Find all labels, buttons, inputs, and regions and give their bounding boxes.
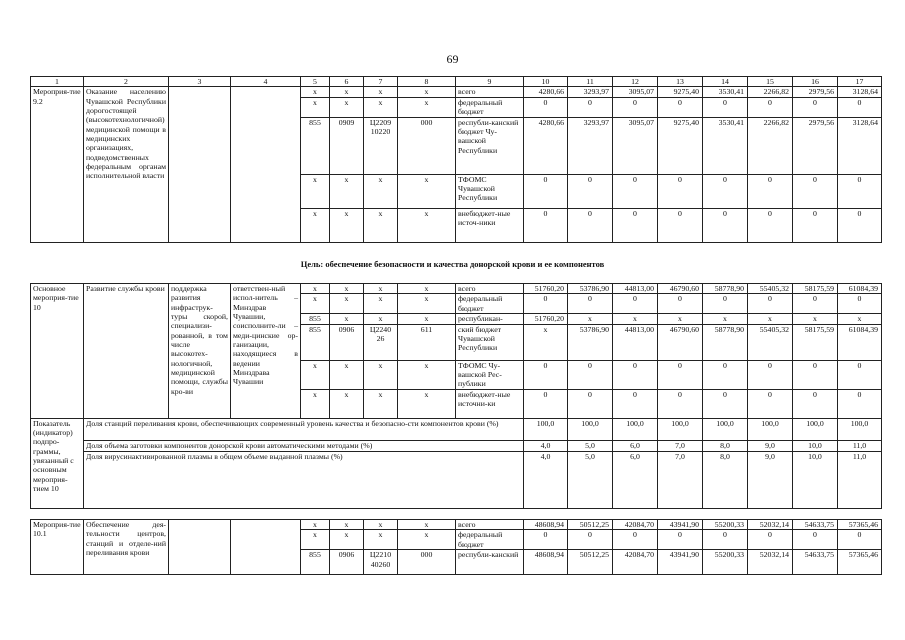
value-cell: 0 (838, 530, 882, 550)
code-expense-type: x (398, 97, 456, 117)
value-cell: 0 (703, 360, 748, 389)
indicator-row (31, 440, 882, 451)
code-target: x (364, 174, 398, 208)
code-expense-type: x (398, 530, 456, 550)
value-cell: 0 (838, 97, 882, 117)
code-target: x (364, 87, 398, 97)
value-cell: 2266,82 (748, 117, 793, 174)
value-cell: 53786,90 (568, 324, 613, 360)
value-cell: 61084,39 (838, 324, 882, 360)
value-cell: 0 (793, 530, 838, 550)
value-cell: 8,0 (703, 440, 748, 451)
header-col-15: 15 (748, 77, 793, 87)
value-cell: 2979,56 (793, 87, 838, 97)
code-expense-type: x (398, 208, 456, 242)
code-target: x (364, 389, 398, 418)
code-grbs: 855 (301, 550, 330, 575)
code-expense-type: 611 (398, 324, 456, 360)
measure-title: Развитие службы крови (84, 284, 169, 419)
header-col-3: 3 (169, 77, 231, 87)
value-cell: x (568, 314, 613, 324)
value-cell: 3530,41 (703, 87, 748, 97)
value-cell: 0 (568, 360, 613, 389)
value-cell: 5,0 (568, 451, 613, 508)
code-expense-type: 000 (398, 117, 456, 174)
measure-title: Оказание населению Чувашской Республики дорогостоящей (высокотехнологичной) медицинской помощи в медицинских организациях, подведомственных федеральным органам исполнительной власти (84, 87, 169, 242)
value-cell: 4,0 (524, 451, 568, 508)
header-col-10: 10 (524, 77, 568, 87)
measure-goal: поддержка развития инфраструк-туры скорой, специализи-рованной, в том числе высокотех-нологичной, медицинской помощи, службы кро-ви (169, 284, 231, 419)
funding-source: всего (456, 87, 524, 97)
value-cell: 0 (568, 530, 613, 550)
table-measure-10-1 (30, 519, 882, 575)
value-cell: 53786,90 (568, 284, 613, 294)
measure-title: Обеспечение дея-тельности центров, станций и отделе-ний переливания крови (84, 520, 169, 575)
code-expense-type: x (398, 314, 456, 324)
code-grbs: 855 (301, 314, 330, 324)
code-grbs: x (301, 389, 330, 418)
value-cell: x (838, 314, 882, 324)
value-cell: 0 (703, 389, 748, 418)
code-grbs: x (301, 208, 330, 242)
empty-cell (169, 87, 231, 242)
value-cell: x (793, 314, 838, 324)
value-cell: 0 (568, 389, 613, 418)
value-cell: 0 (658, 389, 703, 418)
code-target: x (364, 314, 398, 324)
value-cell: 57365,46 (838, 550, 882, 575)
value-cell: 54633,75 (793, 520, 838, 530)
value-cell: 0 (658, 530, 703, 550)
value-cell: x (524, 324, 568, 360)
code-target: x (364, 284, 398, 294)
value-cell: 0 (748, 530, 793, 550)
funding-source: федеральный бюджет (456, 97, 524, 117)
code-expense-type: x (398, 284, 456, 294)
funding-source: ский бюджет Чувашской Республики (456, 324, 524, 360)
header-col-1: 1 (31, 77, 84, 87)
value-cell: 43941,90 (658, 520, 703, 530)
value-cell: 48608,94 (524, 520, 568, 530)
code-section: x (330, 389, 364, 418)
value-cell: 100,0 (838, 418, 882, 440)
value-cell: 6,0 (613, 451, 658, 508)
value-cell: 55200,33 (703, 550, 748, 575)
funding-source: внебюджет-ные источ-ники (456, 208, 524, 242)
indicator-row (31, 418, 882, 440)
value-cell: 0 (703, 530, 748, 550)
value-cell: 0 (524, 174, 568, 208)
code-section: x (330, 314, 364, 324)
value-cell: 10,0 (793, 451, 838, 508)
value-cell: 0 (568, 174, 613, 208)
value-cell: 0 (748, 389, 793, 418)
value-cell: 0 (524, 530, 568, 550)
value-cell: 58778,90 (703, 284, 748, 294)
code-expense-type: x (398, 360, 456, 389)
header-col-16: 16 (793, 77, 838, 87)
value-cell: 100,0 (793, 418, 838, 440)
empty-cell (169, 520, 231, 575)
value-cell: 3293,97 (568, 117, 613, 174)
value-cell: 0 (524, 360, 568, 389)
header-col-2: 2 (84, 77, 169, 87)
header-row (31, 77, 882, 87)
funding-source: всего (456, 284, 524, 294)
code-target: x (364, 520, 398, 530)
value-cell: 52032,14 (748, 520, 793, 530)
indicator-name: Показатель (индикатор) подпро-граммы, увязанный с основным мероприя-тием 10 (31, 418, 84, 508)
code-section: x (330, 284, 364, 294)
code-target: Ц2240 26 (364, 324, 398, 360)
value-cell: 7,0 (658, 440, 703, 451)
value-cell: 0 (703, 174, 748, 208)
table-row (31, 520, 882, 530)
funding-source: ТФОМС Чу-вашской Рес-публики (456, 360, 524, 389)
value-cell: 3095,07 (613, 117, 658, 174)
funding-source: республи-канский (456, 550, 524, 575)
code-section: 0909 (330, 117, 364, 174)
measure-name: Мероприя-тие 9.2 (31, 87, 84, 242)
funding-source: республикан- (456, 314, 524, 324)
indicator-label: Доля объема заготовки компонентов донорской крови автоматическими методами (%) (84, 440, 524, 451)
header-col-13: 13 (658, 77, 703, 87)
value-cell: 0 (793, 174, 838, 208)
header-col-12: 12 (613, 77, 658, 87)
value-cell: 100,0 (568, 418, 613, 440)
code-expense-type: x (398, 520, 456, 530)
measure-name: Мероприя-тие 10.1 (31, 520, 84, 575)
value-cell: 3530,41 (703, 117, 748, 174)
code-grbs: x (301, 97, 330, 117)
value-cell: 0 (703, 208, 748, 242)
value-cell: 58778,90 (703, 324, 748, 360)
value-cell: 0 (613, 208, 658, 242)
header-col-5: 5 (301, 77, 330, 87)
value-cell: 0 (838, 208, 882, 242)
value-cell: 0 (793, 389, 838, 418)
value-cell: 55200,33 (703, 520, 748, 530)
value-cell: 0 (568, 97, 613, 117)
value-cell: 2979,56 (793, 117, 838, 174)
value-cell: 0 (658, 294, 703, 314)
value-cell: 0 (613, 530, 658, 550)
value-cell: 52032,14 (748, 550, 793, 575)
value-cell: 100,0 (748, 418, 793, 440)
value-cell: 0 (658, 174, 703, 208)
code-section: x (330, 208, 364, 242)
funding-source: федеральный бюджет (456, 530, 524, 550)
code-section: x (330, 530, 364, 550)
code-expense-type: 000 (398, 550, 456, 575)
code-expense-type: x (398, 174, 456, 208)
indicator-label: Доля станций переливания крови, обеспечивающих современный уровень качества и безопасно-сти компонентов крови (%) (84, 418, 524, 440)
value-cell: 0 (793, 97, 838, 117)
funding-source: федеральный бюджет (456, 294, 524, 314)
value-cell: 0 (568, 294, 613, 314)
header-col-6: 6 (330, 77, 364, 87)
table-main-measure-10 (30, 283, 882, 509)
value-cell: 7,0 (658, 451, 703, 508)
header-col-17: 17 (838, 77, 882, 87)
empty-cell (231, 87, 301, 242)
value-cell: 0 (748, 208, 793, 242)
value-cell: 0 (793, 208, 838, 242)
value-cell: 42084,70 (613, 550, 658, 575)
value-cell: 0 (838, 294, 882, 314)
value-cell: 51760,20 (524, 284, 568, 294)
value-cell: 100,0 (703, 418, 748, 440)
code-section: x (330, 520, 364, 530)
value-cell: 54633,75 (793, 550, 838, 575)
value-cell: 0 (524, 208, 568, 242)
value-cell: 4,0 (524, 440, 568, 451)
value-cell: 11,0 (838, 451, 882, 508)
value-cell: 0 (838, 174, 882, 208)
value-cell: 0 (524, 294, 568, 314)
table-row (31, 87, 882, 97)
code-section: 0906 (330, 550, 364, 575)
code-section: x (330, 360, 364, 389)
value-cell: 100,0 (524, 418, 568, 440)
value-cell: 3095,07 (613, 87, 658, 97)
value-cell: 0 (613, 360, 658, 389)
value-cell: 0 (613, 389, 658, 418)
header-col-11: 11 (568, 77, 613, 87)
code-target: x (364, 208, 398, 242)
empty-cell (231, 520, 301, 575)
code-target: x (364, 360, 398, 389)
value-cell: 100,0 (613, 418, 658, 440)
value-cell: 58175,59 (793, 324, 838, 360)
value-cell: 48608,94 (524, 550, 568, 575)
value-cell: 0 (838, 389, 882, 418)
table-row (31, 284, 882, 294)
code-section: x (330, 87, 364, 97)
value-cell: 5,0 (568, 440, 613, 451)
indicator-label: Доля вирусинактивированной плазмы в общем объеме выданной плазмы (%) (84, 451, 524, 508)
value-cell: 9,0 (748, 440, 793, 451)
value-cell: 50512,25 (568, 520, 613, 530)
code-expense-type: x (398, 87, 456, 97)
page-number: 69 (446, 52, 459, 66)
value-cell: 6,0 (613, 440, 658, 451)
code-grbs: x (301, 294, 330, 314)
code-section: x (330, 294, 364, 314)
header-col-4: 4 (231, 77, 301, 87)
funding-source: внебюджет-ные источни-ки (456, 389, 524, 418)
value-cell: 0 (793, 360, 838, 389)
value-cell: 9275,40 (658, 117, 703, 174)
header-col-8: 8 (398, 77, 456, 87)
value-cell: 0 (748, 174, 793, 208)
header-col-7: 7 (364, 77, 398, 87)
value-cell: 0 (613, 174, 658, 208)
value-cell: x (658, 314, 703, 324)
measure-responsible: ответствен-ный испол-нитель – Минздрав Чувашии, соисполните-ли – меди-цинские ор-ганизации, находящиеся в ведении Минздрава Чувашии (231, 284, 301, 419)
value-cell: 44813,00 (613, 284, 658, 294)
code-grbs: x (301, 520, 330, 530)
value-cell: 0 (793, 294, 838, 314)
code-section: x (330, 174, 364, 208)
value-cell: 4280,66 (524, 87, 568, 97)
code-grbs: x (301, 530, 330, 550)
value-cell: 9,0 (748, 451, 793, 508)
value-cell: x (703, 314, 748, 324)
measure-name: Основное мероприя-тие 10 (31, 284, 84, 419)
value-cell: 3293,97 (568, 87, 613, 97)
code-grbs: x (301, 174, 330, 208)
code-target: Ц2209 10220 (364, 117, 398, 174)
goal-heading: Цель: обеспечение безопасности и качества донорской крови и ее компонентов (300, 259, 605, 269)
code-target: x (364, 294, 398, 314)
code-grbs: 855 (301, 117, 330, 174)
code-grbs: x (301, 284, 330, 294)
funding-source: республи-канский бюджет Чу-вашской Республики (456, 117, 524, 174)
value-cell: 44813,00 (613, 324, 658, 360)
value-cell: 11,0 (838, 440, 882, 451)
code-target: Ц2210 40260 (364, 550, 398, 575)
value-cell: 46790,60 (658, 284, 703, 294)
value-cell: 0 (524, 97, 568, 117)
code-target: x (364, 97, 398, 117)
code-expense-type: x (398, 389, 456, 418)
value-cell: 0 (613, 97, 658, 117)
code-grbs: 855 (301, 324, 330, 360)
value-cell: 10,0 (793, 440, 838, 451)
table-measure-9-2 (30, 76, 882, 243)
value-cell: 0 (613, 294, 658, 314)
value-cell: 50512,25 (568, 550, 613, 575)
value-cell: x (748, 314, 793, 324)
header-col-9: 9 (456, 77, 524, 87)
value-cell: 58175,59 (793, 284, 838, 294)
value-cell: 0 (748, 360, 793, 389)
value-cell: x (613, 314, 658, 324)
funding-source: ТФОМС Чувашской Республики (456, 174, 524, 208)
value-cell: 0 (524, 389, 568, 418)
header-col-14: 14 (703, 77, 748, 87)
value-cell: 51760,20 (524, 314, 568, 324)
value-cell: 0 (838, 360, 882, 389)
value-cell: 0 (568, 208, 613, 242)
value-cell: 100,0 (658, 418, 703, 440)
value-cell: 43941,90 (658, 550, 703, 575)
value-cell: 0 (658, 360, 703, 389)
code-grbs: x (301, 87, 330, 97)
value-cell: 0 (658, 97, 703, 117)
code-section: 0906 (330, 324, 364, 360)
value-cell: 3128,64 (838, 117, 882, 174)
value-cell: 55405,32 (748, 284, 793, 294)
value-cell: 0 (658, 208, 703, 242)
code-grbs: x (301, 360, 330, 389)
value-cell: 57365,46 (838, 520, 882, 530)
funding-source: всего (456, 520, 524, 530)
value-cell: 42084,70 (613, 520, 658, 530)
value-cell: 0 (748, 97, 793, 117)
code-target: x (364, 530, 398, 550)
value-cell: 61084,39 (838, 284, 882, 294)
value-cell: 8,0 (703, 451, 748, 508)
code-section: x (330, 97, 364, 117)
value-cell: 9275,40 (658, 87, 703, 97)
value-cell: 55405,32 (748, 324, 793, 360)
value-cell: 0 (748, 294, 793, 314)
value-cell: 4280,66 (524, 117, 568, 174)
value-cell: 0 (703, 97, 748, 117)
value-cell: 2266,82 (748, 87, 793, 97)
value-cell: 46790,60 (658, 324, 703, 360)
value-cell: 3128,64 (838, 87, 882, 97)
indicator-row (31, 451, 882, 508)
code-expense-type: x (398, 294, 456, 314)
value-cell: 0 (703, 294, 748, 314)
